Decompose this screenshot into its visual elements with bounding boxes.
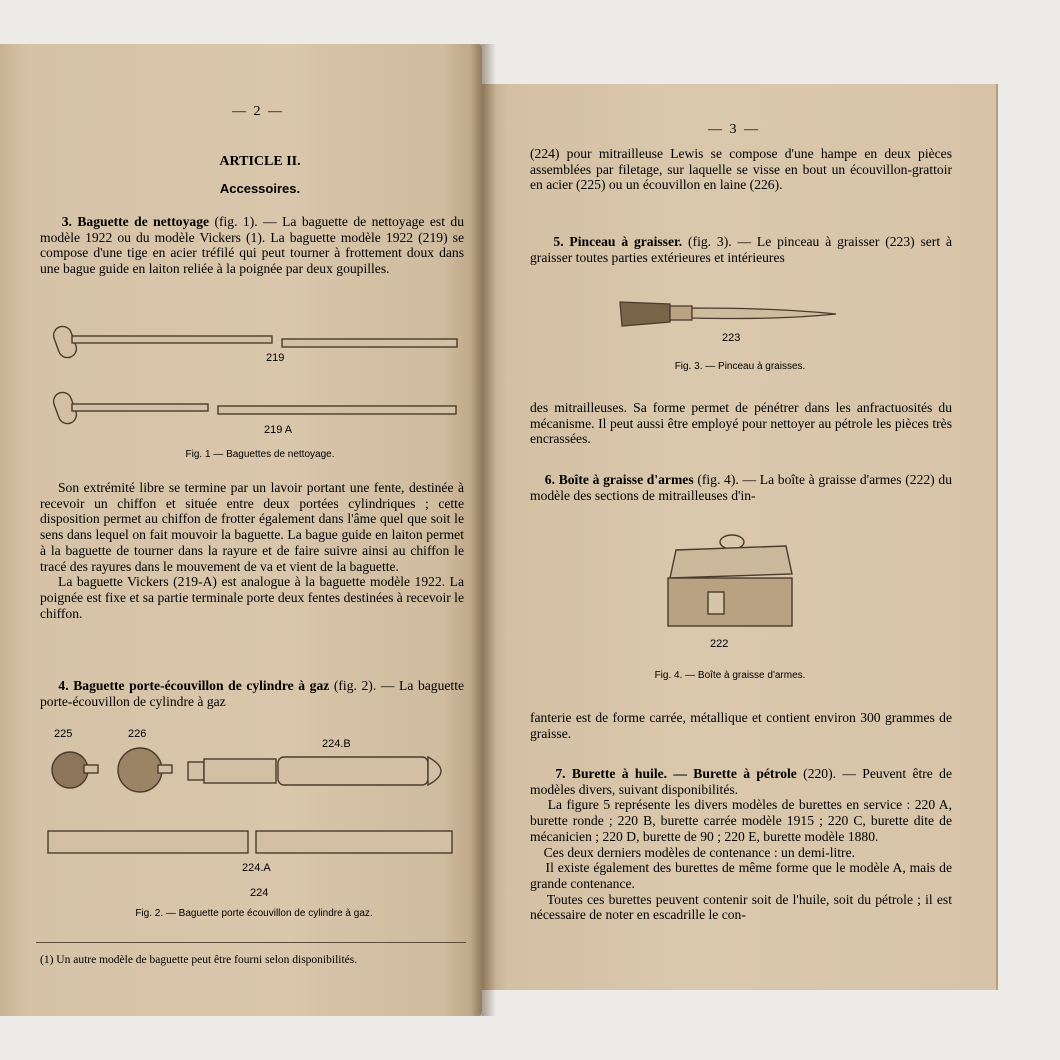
item4-heading: 4. Baguette porte-écouvillon de cylindre à gaz — [58, 678, 330, 693]
para-figure5: La figure 5 représente les divers modèles de burettes en service : 220 A, burette ronde ; 220 B, burette carrée modèle 1915 ; 220 C, burette dite de mécanicien ; 220 D, burette de 90 ; 220 E, burette modèle 1880. — [530, 797, 953, 844]
item3-text: (fig. 1). — La baguette de nettoyage est du modèle 1922 ou du modèle Vickers (1). La baguette modèle 1922 (219) se compose d'une tige en acier tréfilé qui peut tourner à frottement doux dans une bague guide en laiton reliée à la poignée par deux goupilles. — [40, 214, 464, 277]
para-mitrailleuses: des mitrailleuses. Sa forme permet de pénétrer dans les anfractuosités du mécanisme. Il peut aussi être employé pour nettoyer au pétrole les pièces très encrassées. — [530, 400, 952, 447]
fig2-label-224a: 224.A — [242, 862, 271, 874]
fig1-label-219a: 219 A — [264, 424, 293, 436]
item6-paragraph — [530, 472, 952, 503]
item5-text: (fig. 3). — Le pinceau à graisser (223) sert à graisser toutes parties extérieures et intérieures — [530, 234, 952, 265]
fig3-label-223: 223 — [722, 332, 741, 344]
item5-paragraph — [530, 234, 952, 265]
para-extremite: Son extrémité libre se termine par un lavoir portant une fente, destinée à recevoir un chiffon et située entre deux portées cylindriques ; cette disposition permet au chiffon de frotter également dans l'âme quel que soit le sens dans lequel on fait mouvoir la baguette. La bague guide en laiton permet à la baguette de tourner dans la rayure et de faire suivre ainsi au chiffon le tracé des rayures dans le mouvement de va et vient de la baguette. — [40, 480, 465, 574]
fig3-caption: Fig. 3. — Pinceau à graisses. — [674, 361, 806, 372]
item3-heading: 3. Baguette de nettoyage — [61, 214, 210, 229]
para-existe: Il existe également des burettes de même forme que le modèle A, mais de grande contenance. — [530, 860, 952, 891]
book-gutter — [470, 44, 496, 1016]
page-number-left: — 2 — — [232, 104, 284, 119]
fig1-label-219: 219 — [266, 352, 285, 364]
para-vickers: La baguette Vickers (219-A) est analogue à la baguette modèle 1922. La poignée est fixe et sa partie terminale porte deux fentes destinées à recevoir le chiffon. — [40, 574, 464, 621]
item7-block — [530, 766, 952, 923]
item3-paragraph — [40, 214, 464, 277]
fig2-caption: Fig. 2. — Baguette porte écouvillon de cylindre à gaz. — [135, 908, 373, 919]
fig2-label-224: 224 — [250, 887, 269, 899]
fig4-boite-drawing — [662, 528, 798, 636]
fig3-pinceau-drawing — [618, 292, 842, 332]
article-title: ARTICLE II. — [219, 154, 301, 169]
para-fanterie: fanterie est de forme carrée, métallique et contient environ 300 grammes de graisse. — [530, 710, 952, 741]
footnote: (1) Un autre modèle de baguette peut être fourni selon disponibilités. — [40, 954, 358, 966]
fig2-ecouvillon-drawing — [44, 745, 464, 860]
fig2-label-225: 225 — [54, 728, 73, 740]
page-number-right: — 3 — — [708, 122, 760, 137]
fig2-label-224b: 224.B — [322, 738, 351, 750]
item7-text: (220). — Peuvent être de modèles divers, suivant disponibilités. — [530, 766, 952, 797]
para-224: (224) pour mitrailleuse Lewis se compose d'une hampe en deux pièces assemblées par filetage, sur laquelle se visse en bout un écouvillon-grattoir en acier (225) ou un écouvillon en laine (226). — [530, 146, 952, 193]
fig1-baguettes-drawing — [52, 312, 462, 442]
fig4-label-222: 222 — [710, 638, 729, 650]
item6-heading: 6. Boîte à graisse d'armes — [544, 472, 694, 487]
para-contenance: Ces deux derniers modèles de contenance : un demi-litre. — [543, 844, 856, 860]
item4-paragraph — [40, 678, 464, 709]
fig2-label-226: 226 — [128, 728, 147, 740]
fig4-caption: Fig. 4. — Boîte à graisse d'armes. — [654, 670, 806, 681]
item7-heading: 7. Burette à huile. — Burette à pétrole — [555, 766, 797, 781]
para-extremite-block — [40, 480, 464, 621]
item6-text: (fig. 4). — La boîte à graisse d'armes (222) du modèle des sections de mitrailleuses d'in- — [530, 472, 952, 503]
item5-heading: 5. Pinceau à graisser. — [553, 234, 683, 249]
section-title: Accessoires. — [219, 181, 301, 196]
para-toutes: Toutes ces burettes peuvent contenir soit de l'huile, soit du pétrole ; il est nécessaire de noter en escadrille le con- — [530, 891, 952, 923]
fig1-caption: Fig. 1 — Baguettes de nettoyage. — [185, 449, 335, 460]
footnote-divider — [36, 942, 466, 943]
item4-text: (fig. 2). — La baguette porte-écouvillon de cylindre à gaz — [40, 678, 465, 709]
